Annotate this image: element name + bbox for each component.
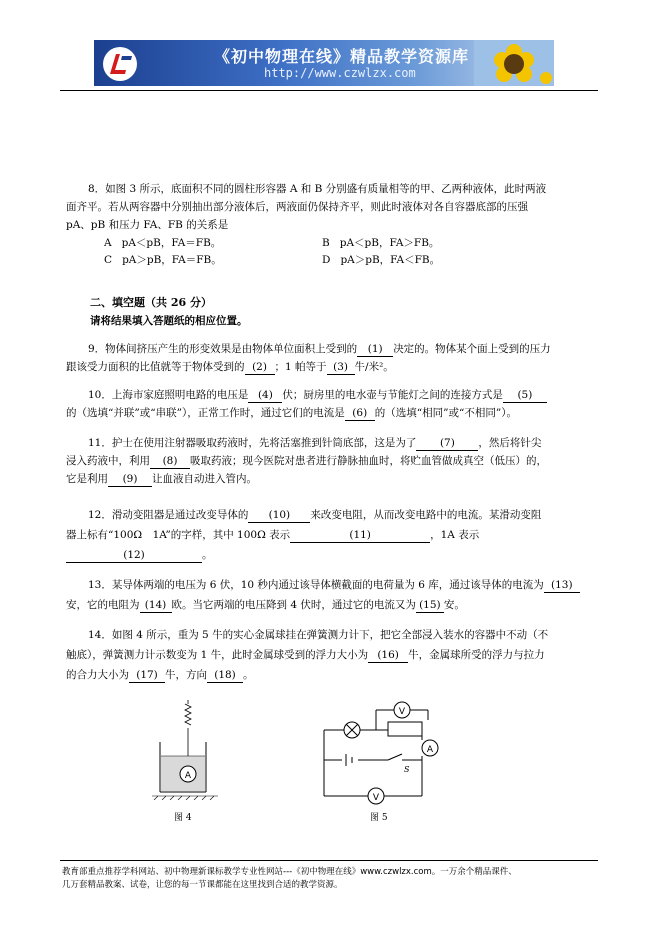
q11-text: ，然后将针尖 — [478, 437, 542, 449]
answer-blank: (14) — [140, 598, 172, 613]
answer-blank: (4) — [248, 388, 282, 403]
answer-blank: (12) — [66, 548, 202, 563]
answer-blank: (17) — [129, 668, 165, 683]
q8-option-b — [322, 236, 439, 250]
q14-text: 牛，方向 — [165, 669, 207, 681]
ammeter-label: A — [426, 745, 434, 755]
answer-blank: (18) — [207, 668, 243, 683]
option-text: pA＜pB，FA＝FB。 — [121, 237, 222, 249]
q8-line3: pA、pB 和压力 FA、FB 的关系是 — [66, 219, 229, 231]
q11-text: 吸取药液；现今医院对患者进行静脉抽血时，将贮血管做成真空（低压）的， — [190, 455, 547, 467]
header-banner — [94, 40, 554, 86]
q14-line3 — [66, 668, 254, 683]
q11-text: 11．护士在使用注射器吸取药液时，先将活塞推到针筒底部，这是为了 — [88, 437, 417, 449]
q10-text: 10．上海市家庭照明电路的电压是 — [88, 389, 249, 401]
footer-line1: 教育部重点推荐学科网站、初中物理新课标教学专业性网站---《初中物理在线》www.czwlzx.com。一万余个精品课件、 — [62, 867, 517, 877]
section-instruction: 请将结果填入答题纸的相应位置。 — [90, 315, 248, 327]
q12-text: 。 — [202, 549, 213, 561]
q8-line1: 8．如图 3 所示，底面积不同的圆柱形容器 A 和 B 分别盛有质量相等的甲、乙两种液体，此时两液 — [88, 183, 547, 195]
q9-line2 — [66, 360, 394, 375]
q8-option-a — [104, 236, 221, 250]
q10-line2 — [66, 406, 517, 421]
answer-blank: (1) — [357, 342, 393, 357]
answer-blank: (3) — [327, 360, 355, 375]
q11-text: 浸入药液中，利用 — [66, 455, 150, 467]
option-label: B — [322, 237, 330, 249]
q9-line1 — [88, 342, 551, 357]
answer-blank: (2) — [245, 360, 275, 375]
q13-text: 安。 — [443, 599, 465, 611]
footer-line2: 几万套精品教案、试卷，让您的每一节课都能在这里找到合适的教学资源。 — [62, 880, 343, 890]
q13-text: 欧。当它两端的电压降到 4 伏时，通过它的电流又为 — [171, 599, 416, 611]
lamp-icon — [344, 722, 360, 738]
q13-line1 — [88, 578, 580, 593]
voltmeter-label: V — [398, 707, 406, 717]
q10-line1 — [88, 388, 547, 403]
header-rule — [60, 90, 598, 91]
q14-text: 的合力大小为 — [66, 669, 129, 681]
answer-blank: (16) — [368, 648, 408, 663]
q14-line2 — [66, 648, 545, 663]
q8-line2: 面齐平。若从两容器中分别抽出部分液体后，两液面仍保持齐平，则此时液体对各自容器底部的压强 — [66, 201, 528, 213]
q13-text: 13．某导体两端的电压为 6 伏，10 秒内通过该导体横截面的电荷量为 6 库，通过该导体的电流为 — [88, 579, 544, 591]
q9-text: 决定的。物体某个面上受到的压力 — [393, 343, 551, 355]
switch-label: S — [404, 765, 410, 774]
q13-line2 — [66, 598, 465, 613]
q10-text: 伏；厨房里的电水壶与节能灯之间的连接方式是 — [282, 389, 503, 401]
footer-rule — [60, 860, 598, 861]
q14-line1: 14．如图 4 所示，重为 5 牛的实心金属球挂在弹簧测力计下，把它全部浸入装水的容器中不动（不 — [88, 629, 549, 641]
figure-5-circuit-diagram — [318, 696, 448, 806]
q11-text: 它是利用 — [66, 473, 108, 485]
q8-option-c — [104, 253, 222, 267]
site-logo-icon — [102, 46, 138, 82]
q9-text: ；1 帕等于 — [274, 361, 327, 373]
figure-5-caption: 图 5 — [370, 813, 388, 823]
answer-blank: (9) — [108, 472, 152, 487]
q13-text: 安，它的电阻为 — [66, 599, 140, 611]
q12-text: 来改变电阻，从而改变电路中的电流。某滑动变阻 — [310, 509, 542, 521]
ball-label: A — [184, 771, 192, 781]
q12-text: ，1A 表示 — [430, 529, 480, 541]
option-text: pA＞pB，FA＝FB。 — [122, 254, 222, 266]
q14-text: 。 — [243, 669, 254, 681]
answer-blank: (15) — [416, 598, 444, 613]
q8-option-d — [322, 253, 440, 267]
switch-icon — [388, 754, 402, 760]
option-label: C — [104, 254, 113, 266]
section-heading: 二、填空题（共 26 分） — [90, 296, 212, 309]
banner-url[interactable]: http://www.czwlzx.com — [264, 66, 416, 80]
voltmeter-label: V — [372, 793, 380, 803]
answer-blank: (5) — [503, 388, 547, 403]
answer-blank: (7) — [416, 436, 478, 451]
option-label: A — [104, 237, 112, 249]
q12-text: 12．滑动变阻器是通过改变导体的 — [88, 509, 249, 521]
q12-line2 — [66, 528, 479, 543]
q11-line2 — [66, 454, 547, 469]
answer-blank: (6) — [345, 406, 375, 421]
q11-line1 — [88, 436, 541, 451]
option-text: pA＜pB，FA＞FB。 — [339, 237, 440, 249]
q9-text: 牛/米²。 — [354, 361, 394, 373]
q10-text: 的（选填“相同”或“不相同”）。 — [374, 407, 517, 419]
option-text: pA＞pB，FA＜FB。 — [340, 254, 441, 266]
q12-line1 — [88, 508, 541, 523]
q14-text: 触底），弹簧测力计示数变为 1 牛，此时金属球受到的浮力大小为 — [66, 649, 369, 661]
q10-text: 的（选填“并联”或“串联”），正常工作时，通过它们的电流是 — [66, 407, 345, 419]
q9-text: 9．物体间挤压产生的形变效果是由物体单位面积上受到的 — [88, 343, 358, 355]
banner-title: 《初中物理在线》精品教学资源库 — [214, 47, 470, 66]
q9-text: 跟该受力面积的比值就等于物体受到的 — [66, 361, 245, 373]
ground-hatch-icon — [152, 796, 218, 800]
option-label: D — [322, 254, 331, 266]
q12-text: 器上标有“100Ω 1A”的字样，其中 100Ω 表示 — [66, 529, 291, 541]
q14-text: 牛，金属球所受的浮力与拉力 — [408, 649, 545, 661]
sunflower-icon — [474, 40, 554, 86]
figure-4-diagram — [148, 700, 228, 800]
resistor-icon — [388, 722, 422, 736]
q12-line3 — [66, 548, 213, 563]
figure-4-caption: 图 4 — [174, 813, 192, 823]
answer-blank: (13) — [544, 578, 580, 593]
answer-blank: (11) — [290, 528, 430, 543]
answer-blank: (10) — [248, 508, 310, 523]
q11-text: 让血液自动进入管内。 — [152, 473, 257, 485]
q11-line3 — [66, 472, 257, 487]
answer-blank: (8) — [150, 454, 190, 469]
